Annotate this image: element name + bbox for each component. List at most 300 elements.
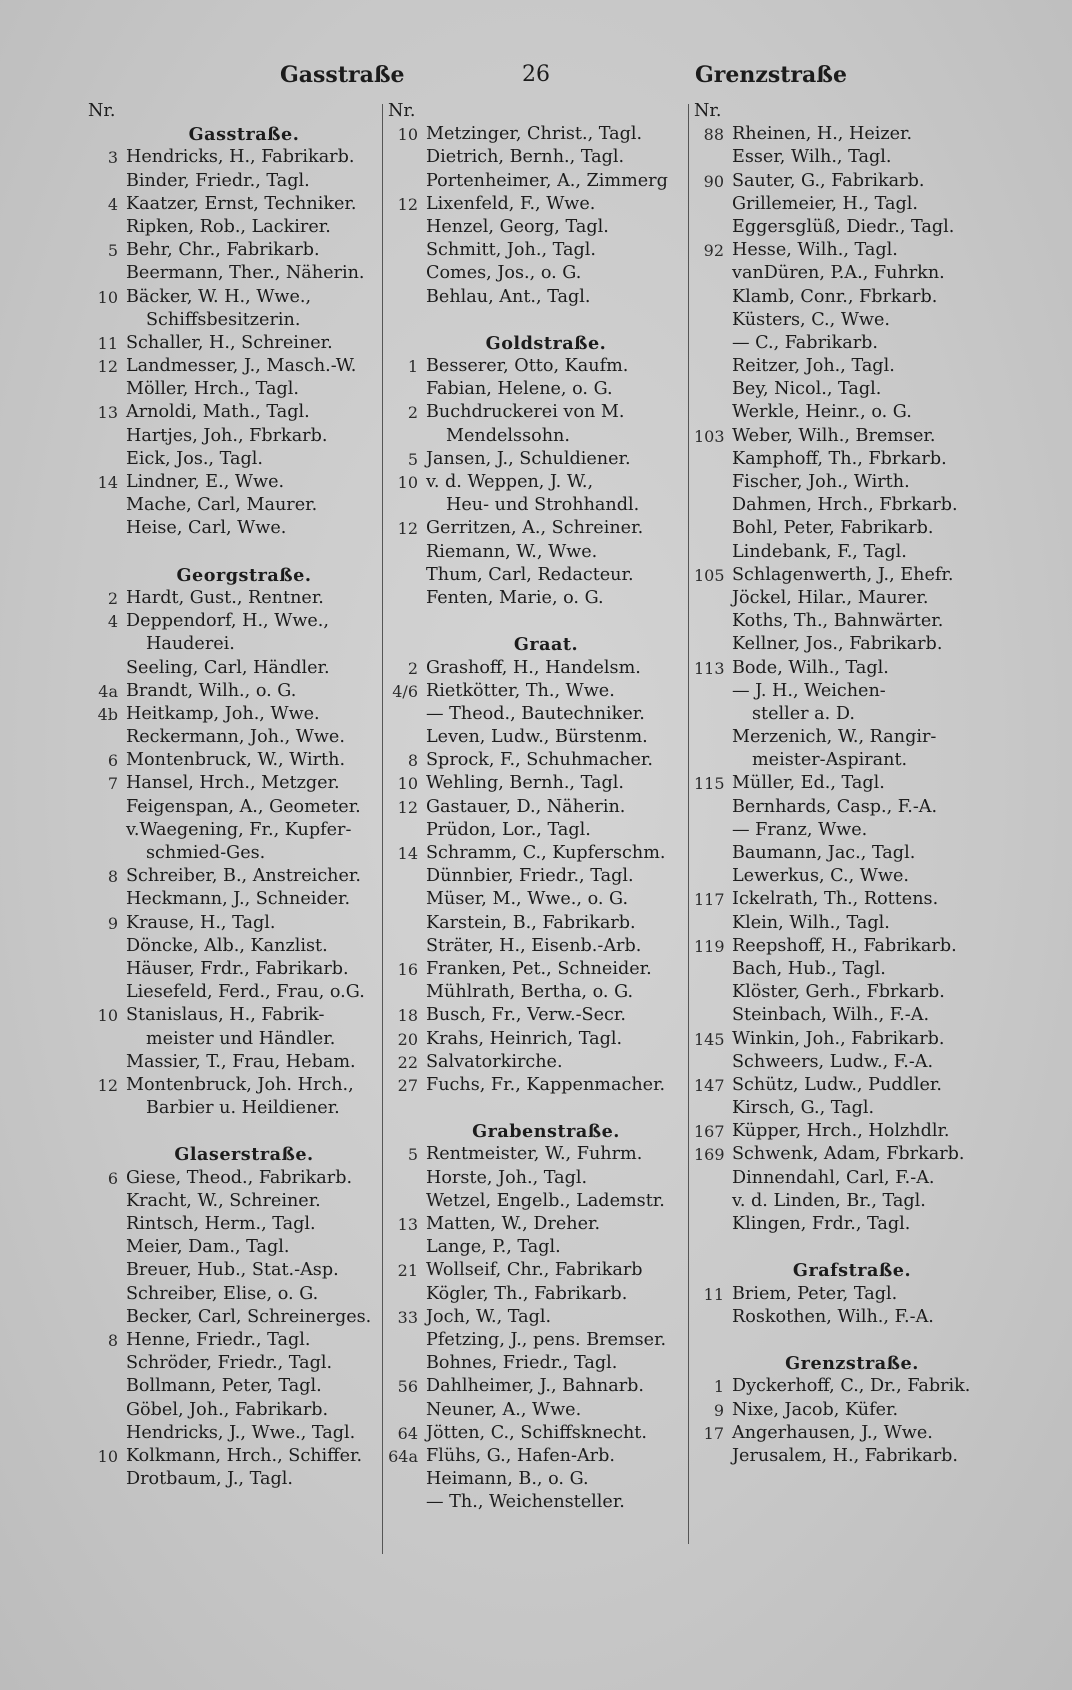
running-header: [0, 56, 1072, 96]
house-number: 11: [703, 1284, 724, 1304]
resident-entry: [388, 842, 684, 865]
house-number: 18: [397, 1006, 418, 1026]
resident-entry: [694, 123, 990, 146]
resident-entry: [694, 355, 990, 378]
resident-entry: [694, 888, 990, 911]
resident-name: Grashoff, H., Handelsm.: [426, 657, 641, 678]
resident-entry: [88, 1468, 380, 1491]
resident-name: Besserer, Otto, Kaufm.: [426, 356, 629, 377]
resident-entry: [88, 1051, 380, 1074]
resident-name: Klein, Wilh., Tagl.: [732, 912, 890, 933]
resident-name: Seeling, Carl, Händler.: [126, 657, 330, 678]
resident-entry: [388, 587, 684, 610]
resident-entry: [388, 193, 684, 216]
house-number: 10: [397, 125, 418, 145]
resident-entry: [88, 309, 380, 332]
house-number: 4a: [98, 681, 118, 701]
resident-entry: [88, 703, 380, 726]
resident-entry: [388, 378, 684, 401]
resident-entry: [388, 239, 684, 262]
resident-entry: [388, 1329, 684, 1352]
house-number: 10: [397, 774, 418, 794]
resident-name: Bey, Nicol., Tagl.: [732, 379, 882, 400]
resident-name: Behlau, Ant., Tagl.: [426, 286, 591, 307]
resident-name: Sauter, G., Fabrikarb.: [732, 170, 925, 191]
resident-name: Montenbruck, W., Wirth.: [126, 750, 346, 771]
house-number: 11: [97, 333, 118, 353]
resident-name: Becker, Carl, Schreinerges.: [126, 1306, 372, 1327]
resident-name: Jöckel, Hilar., Maurer.: [732, 587, 929, 608]
resident-name: v.Waegening, Fr., Kupfer-: [126, 819, 352, 840]
entry-continuation: schmied-Ges.: [146, 843, 266, 863]
resident-name: Joch, W., Tagl.: [426, 1306, 552, 1327]
resident-name: Leven, Ludw., Bürstenm.: [426, 727, 648, 748]
resident-entry: [694, 726, 990, 749]
house-number: 5: [107, 241, 118, 261]
resident-entry: [694, 216, 990, 239]
resident-name: Hesse, Wilh., Tagl.: [732, 240, 898, 261]
resident-name: Massier, T., Frau, Hebam.: [126, 1051, 356, 1072]
house-number: 105: [694, 565, 725, 585]
resident-entry: [88, 865, 380, 888]
resident-entry: [88, 888, 380, 911]
resident-name: Bernhards, Casp., F.-A.: [732, 796, 938, 817]
house-number: 16: [397, 959, 418, 979]
resident-name: Schaller, H., Schreiner.: [126, 332, 333, 353]
resident-entry: [388, 401, 684, 424]
resident-entry: [388, 541, 684, 564]
resident-entry: [388, 1028, 684, 1051]
resident-name: Metzinger, Christ., Tagl.: [426, 124, 643, 145]
resident-name: Klingen, Frdr., Tagl.: [732, 1214, 911, 1234]
house-number: 64: [397, 1423, 418, 1443]
house-number: 113: [694, 658, 725, 678]
resident-entry: [694, 448, 990, 471]
resident-entry: [694, 772, 990, 795]
resident-name: Buchdruckerei von M.: [426, 402, 625, 423]
resident-name: Angerhausen, J., Wwe.: [732, 1422, 933, 1443]
resident-name: Ripken, Rob., Lackirer.: [126, 216, 331, 237]
resident-entry: [88, 1097, 380, 1120]
resident-entry: [88, 355, 380, 378]
resident-entry: [88, 378, 380, 401]
resident-name: Kaatzer, Ernst, Techniker.: [126, 193, 357, 214]
resident-name: Heckmann, J., Schneider.: [126, 889, 351, 910]
house-number: 20: [397, 1029, 418, 1049]
resident-entry: [694, 1445, 990, 1468]
house-number: 9: [713, 1400, 724, 1420]
resident-name: Salvatorkirche.: [426, 1051, 563, 1072]
resident-name: Küsters, C., Wwe.: [732, 309, 890, 330]
resident-name: — C., Fabrikarb.: [732, 332, 879, 353]
resident-entry: [88, 1259, 380, 1282]
page-number: 26: [522, 62, 550, 87]
resident-name: Henne, Friedr., Tagl.: [126, 1329, 311, 1350]
resident-entry: [88, 1352, 380, 1375]
resident-name: Thum, Carl, Redacteur.: [426, 564, 634, 585]
resident-entry: [388, 819, 684, 842]
resident-entry: [694, 517, 990, 540]
resident-entry: [88, 517, 380, 540]
house-number: 12: [97, 1075, 118, 1095]
resident-name: Kögler, Th., Fabrikarb.: [426, 1283, 628, 1304]
resident-name: Karstein, B., Fabrikarb.: [426, 912, 636, 933]
section-spacer: [388, 309, 684, 332]
resident-name: Sprock, F., Schuhmacher.: [426, 750, 653, 771]
resident-name: Bollmann, Peter, Tagl.: [126, 1376, 322, 1397]
resident-name: Merzenich, W., Rangir-: [732, 727, 937, 748]
house-number: 2: [407, 403, 418, 423]
resident-entry: [694, 1167, 990, 1190]
resident-name: Comes, Jos., o. G.: [426, 263, 582, 284]
resident-entry: [694, 1422, 990, 1445]
resident-name: Fischer, Joh., Wirth.: [732, 472, 910, 492]
resident-name: Landmesser, J., Masch.-W.: [126, 356, 357, 377]
house-number-heading: Nr.: [388, 101, 416, 121]
resident-entry: [388, 494, 684, 517]
street-heading: Glaserstraße.: [174, 1144, 314, 1166]
resident-entry: [694, 1097, 990, 1120]
house-number: 27: [397, 1075, 418, 1095]
resident-entry: [694, 471, 990, 494]
resident-entry: [694, 1306, 990, 1329]
house-number: 4: [107, 612, 118, 632]
resident-entry: [88, 842, 380, 865]
street-heading: Georgstraße.: [176, 564, 312, 586]
resident-entry: [388, 564, 684, 587]
resident-entry: [88, 657, 380, 680]
resident-entry: [88, 1329, 380, 1352]
house-number: 4b: [97, 704, 118, 724]
resident-name: Binder, Friedr., Tagl.: [126, 170, 310, 191]
resident-entry: [388, 262, 684, 285]
resident-name: Eggersglüß, Diedr., Tagl.: [732, 216, 955, 237]
resident-entry: [88, 146, 380, 169]
directory-column-2: [388, 100, 684, 1514]
resident-name: Rheinen, H., Heizer.: [732, 124, 913, 145]
resident-entry: [388, 1004, 684, 1027]
resident-entry: [88, 935, 380, 958]
resident-name: Kracht, W., Schreiner.: [126, 1190, 321, 1211]
resident-entry: [694, 935, 990, 958]
resident-entry: [694, 541, 990, 564]
resident-entry: [694, 1213, 990, 1236]
resident-name: Schröder, Friedr., Tagl.: [126, 1353, 333, 1374]
resident-name: Dünnbier, Friedr., Tagl.: [426, 866, 634, 887]
resident-entry: [388, 425, 684, 448]
house-number: 88: [703, 125, 724, 145]
resident-name: Reckermann, Joh., Wwe.: [126, 727, 345, 748]
entry-continuation: Mendelssohn.: [446, 425, 570, 446]
resident-name: Lixenfeld, F., Wwe.: [426, 193, 596, 214]
resident-entry: [388, 517, 684, 540]
resident-name: Schreiber, Elise, o. G.: [126, 1283, 319, 1304]
resident-entry: [388, 1167, 684, 1190]
resident-name: Bach, Hub., Tagl.: [732, 958, 886, 979]
resident-entry: [694, 564, 990, 587]
house-number: 115: [694, 774, 725, 794]
resident-entry: [694, 981, 990, 1004]
house-number: 8: [107, 1330, 118, 1350]
resident-entry: [388, 865, 684, 888]
resident-name: Gerritzen, A., Schreiner.: [426, 518, 644, 539]
resident-name: Lindebank, F., Tagl.: [732, 541, 907, 562]
resident-name: Giese, Theod., Fabrikarb.: [126, 1167, 353, 1188]
house-number: 14: [97, 473, 118, 492]
resident-entry: [388, 1213, 684, 1236]
resident-name: Briem, Peter, Tagl.: [732, 1283, 898, 1304]
resident-entry: [88, 772, 380, 795]
resident-name: vanDüren, P.A., Fuhrkn.: [732, 263, 945, 284]
house-number: 12: [397, 519, 418, 539]
resident-name: Döncke, Alb., Kanzlist.: [126, 935, 328, 956]
house-number: 7: [107, 774, 118, 794]
resident-name: Rentmeister, W., Fuhrm.: [426, 1144, 643, 1165]
resident-entry: [388, 1491, 684, 1514]
house-number-heading: Nr.: [88, 101, 116, 121]
resident-entry: [694, 1004, 990, 1027]
resident-entry: [694, 1283, 990, 1306]
resident-name: Deppendorf, H., Wwe.,: [126, 611, 329, 632]
resident-entry: [388, 1422, 684, 1445]
section-spacer: [88, 1120, 380, 1143]
resident-name: Flühs, G., Hafen-Arb.: [426, 1445, 615, 1466]
resident-entry: [388, 1143, 684, 1166]
resident-entry: [388, 680, 684, 703]
street-heading: Gasstraße.: [188, 124, 300, 146]
resident-name: Dinnendahl, Carl, F.-A.: [732, 1167, 935, 1188]
resident-name: Esser, Wilh., Tagl.: [732, 147, 892, 168]
resident-entry: [694, 1190, 990, 1213]
resident-entry: [88, 819, 380, 842]
resident-name: Brandt, Wilh., o. G.: [126, 680, 297, 701]
resident-name: Ickelrath, Th., Rottens.: [732, 889, 939, 910]
resident-entry: [388, 1399, 684, 1422]
resident-entry: [388, 146, 684, 169]
street-heading: Grenzstraße.: [785, 1353, 919, 1375]
resident-entry: [88, 981, 380, 1004]
house-number: 10: [97, 1006, 118, 1026]
house-number: 8: [107, 867, 118, 887]
resident-entry: [694, 193, 990, 216]
resident-entry: [694, 610, 990, 633]
house-number: 4: [107, 194, 118, 214]
resident-name: Jerusalem, H., Fabrikarb.: [732, 1445, 958, 1466]
house-number-heading: Nr.: [694, 101, 722, 121]
resident-entry: [388, 1259, 684, 1282]
resident-name: Feigenspan, A., Geometer.: [126, 796, 361, 817]
resident-name: Schwenk, Adam, Fbrkarb.: [732, 1144, 965, 1165]
resident-entry: [88, 1074, 380, 1097]
resident-entry: [88, 1236, 380, 1259]
section-spacer: [88, 541, 380, 564]
resident-name: — J. H., Weichen-: [732, 680, 886, 701]
entry-continuation: Hauderei.: [146, 634, 235, 655]
resident-entry: [88, 262, 380, 285]
resident-name: Kamphoff, Th., Fbrkarb.: [732, 448, 947, 469]
resident-entry: [388, 912, 684, 935]
resident-name: Prüdon, Lor., Tagl.: [426, 819, 591, 840]
resident-entry: [88, 1422, 380, 1445]
resident-name: Riemann, W., Wwe.: [426, 541, 598, 562]
resident-name: Klöster, Gerh., Fbrkarb.: [732, 982, 945, 1003]
house-number: 10: [397, 473, 418, 492]
house-number: 147: [694, 1075, 725, 1095]
entry-continuation: Heu- und Strohhandl.: [446, 495, 640, 516]
house-number: 22: [397, 1052, 418, 1072]
resident-entry: [694, 146, 990, 169]
resident-name: Kolkmann, Hrch., Schiffer.: [126, 1445, 363, 1466]
resident-entry: [88, 680, 380, 703]
resident-name: Bode, Wilh., Tagl.: [732, 657, 889, 678]
resident-entry: [388, 123, 684, 146]
resident-name: Pfetzing, J., pens. Bremser.: [426, 1329, 667, 1350]
resident-name: Stanislaus, H., Fabrik-: [126, 1005, 325, 1026]
resident-entry: [88, 448, 380, 471]
resident-entry: [88, 726, 380, 749]
resident-entry: [388, 448, 684, 471]
column-divider: [382, 104, 383, 1554]
resident-name: Bohl, Peter, Fabrikarb.: [732, 518, 934, 539]
resident-entry: [88, 796, 380, 819]
house-number: 2: [107, 588, 118, 608]
resident-entry: [88, 1028, 380, 1051]
resident-entry: [388, 1074, 684, 1097]
resident-name: Steinbach, Wilh., F.-A.: [732, 1005, 930, 1026]
section-spacer: [694, 1236, 990, 1259]
resident-name: Jansen, J., Schuldiener.: [426, 448, 631, 469]
resident-name: Dahlheimer, J., Bahnarb.: [426, 1376, 644, 1397]
resident-name: — Theod., Bautechniker.: [426, 703, 645, 724]
resident-entry: [88, 1167, 380, 1190]
resident-name: Hendricks, H., Fabrikarb.: [126, 147, 355, 168]
house-number: 9: [107, 913, 118, 933]
section-spacer: [694, 1329, 990, 1352]
resident-entry: [388, 1306, 684, 1329]
resident-entry: [388, 355, 684, 378]
resident-entry: [694, 633, 990, 656]
house-number: 103: [694, 426, 725, 446]
resident-name: Dyckerhoff, C., Dr., Fabrik.: [732, 1376, 971, 1397]
house-number: 169: [694, 1145, 725, 1165]
house-number: 14: [397, 844, 418, 863]
resident-name: Grillemeier, H., Tagl.: [732, 193, 919, 214]
resident-name: Wetzel, Engelb., Lademstr.: [426, 1190, 665, 1211]
resident-name: Heitkamp, Joh., Wwe.: [126, 703, 320, 724]
resident-name: Weber, Wilh., Bremser.: [732, 425, 936, 446]
house-number: 6: [107, 1168, 118, 1188]
resident-entry: [388, 1468, 684, 1491]
resident-name: Portenheimer, A., Zimmerg: [426, 170, 668, 191]
resident-entry: [388, 1283, 684, 1306]
resident-entry: [388, 1051, 684, 1074]
resident-entry: [88, 494, 380, 517]
resident-entry: [388, 935, 684, 958]
house-number: 5: [407, 449, 418, 469]
resident-entry: [388, 657, 684, 680]
resident-entry: [388, 471, 684, 494]
resident-entry: [694, 309, 990, 332]
resident-name: Mache, Carl, Maurer.: [126, 495, 318, 516]
resident-entry: [88, 425, 380, 448]
resident-entry: [694, 587, 990, 610]
resident-entry: [694, 378, 990, 401]
resident-name: Reitzer, Joh., Tagl.: [732, 356, 895, 377]
resident-entry: [88, 332, 380, 355]
resident-entry: [88, 1283, 380, 1306]
house-number: 33: [397, 1307, 418, 1327]
resident-name: Schweers, Ludw., F.-A.: [732, 1051, 934, 1072]
resident-name: Matten, W., Dreher.: [426, 1214, 601, 1234]
resident-name: Baumann, Jac., Tagl.: [732, 843, 916, 863]
resident-entry: [694, 749, 990, 772]
resident-entry: [694, 1120, 990, 1143]
resident-name: Werkle, Heinr., o. G.: [732, 402, 912, 423]
resident-name: Küpper, Hrch., Holzhdlr.: [732, 1121, 950, 1142]
resident-name: Jötten, C., Schiffsknecht.: [426, 1422, 647, 1443]
resident-name: Müller, Ed., Tagl.: [732, 773, 885, 794]
resident-entry: [694, 286, 990, 309]
resident-name: Neuner, A., Wwe.: [426, 1399, 582, 1420]
resident-entry: [694, 239, 990, 262]
resident-name: Meier, Dam., Tagl.: [126, 1237, 290, 1258]
resident-name: Lindner, E., Wwe.: [126, 472, 285, 492]
resident-entry: [88, 1399, 380, 1422]
resident-name: Dietrich, Bernh., Tagl.: [426, 147, 625, 168]
house-number: 10: [97, 1446, 118, 1466]
section-spacer: [388, 1097, 684, 1120]
resident-name: Bohnes, Friedr., Tagl.: [426, 1353, 618, 1374]
resident-entry: [388, 1375, 684, 1398]
resident-entry: [388, 981, 684, 1004]
resident-name: Schreiber, B., Anstreicher.: [126, 866, 361, 887]
resident-name: Dahmen, Hrch., Fbrkarb.: [732, 495, 958, 516]
house-number: 1: [407, 357, 418, 377]
resident-name: Heise, Carl, Wwe.: [126, 518, 287, 539]
house-number: 13: [97, 403, 118, 423]
resident-entry: [388, 749, 684, 772]
resident-entry: [88, 193, 380, 216]
house-number: 5: [407, 1145, 418, 1165]
resident-name: Bäcker, W. H., Wwe.,: [126, 286, 312, 307]
resident-name: Wollseif, Chr., Fabrikarb: [426, 1260, 643, 1281]
resident-name: Möller, Hrch., Tagl.: [126, 379, 299, 400]
entry-continuation: meister und Händler.: [146, 1028, 336, 1049]
resident-name: Winkin, Joh., Fabrikarb.: [732, 1028, 945, 1049]
resident-name: Roskothen, Wilh., F.-A.: [732, 1306, 934, 1327]
resident-name: v. d. Linden, Br., Tagl.: [732, 1190, 926, 1211]
resident-name: — Franz, Wwe.: [732, 819, 868, 840]
resident-entry: [694, 401, 990, 424]
resident-entry: [694, 796, 990, 819]
resident-entry: [694, 262, 990, 285]
resident-entry: [88, 1190, 380, 1213]
street-heading: Grabenstraße.: [472, 1121, 620, 1143]
house-number: 10: [97, 287, 118, 307]
resident-name: Fenten, Marie, o. G.: [426, 587, 604, 608]
resident-entry: [388, 216, 684, 239]
resident-name: v. d. Weppen, J. W.,: [426, 472, 594, 492]
resident-name: Wehling, Bernh., Tagl.: [426, 773, 624, 794]
resident-entry: [694, 1143, 990, 1166]
directory-column-1: [88, 100, 380, 1491]
house-number: 1: [713, 1377, 724, 1397]
resident-name: Schlagenwerth, J., Ehefr.: [732, 564, 954, 585]
resident-entry: [88, 1375, 380, 1398]
resident-entry: [88, 1306, 380, 1329]
house-number: 3: [107, 148, 118, 168]
resident-entry: [88, 1445, 380, 1468]
